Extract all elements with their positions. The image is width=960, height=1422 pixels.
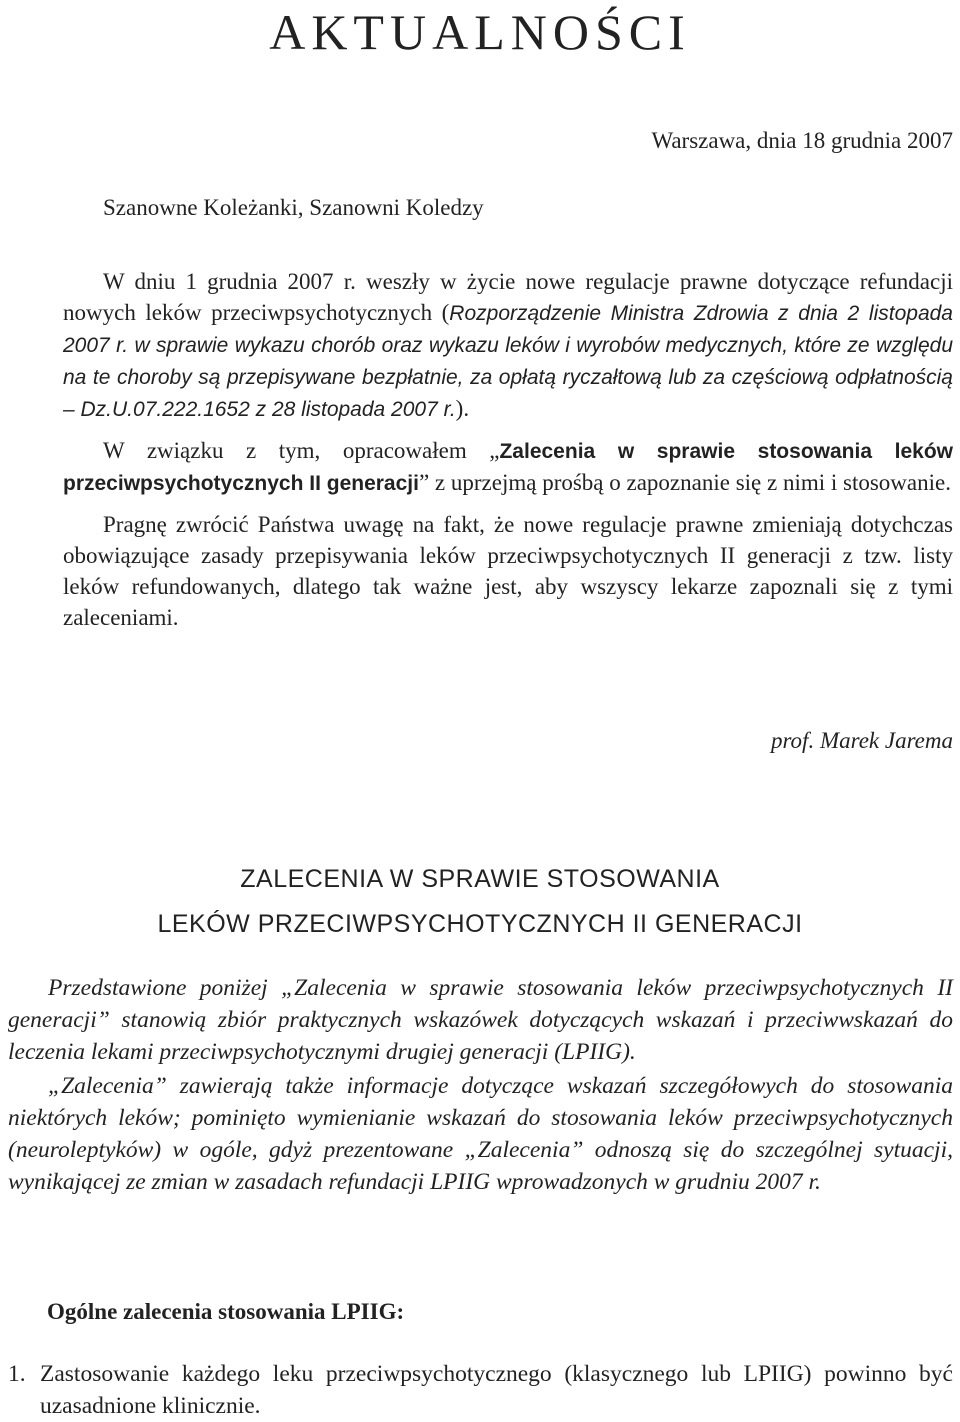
p2-start-text: W związku z tym, opracowałem „ bbox=[103, 438, 500, 463]
recommendations-list bbox=[8, 1358, 953, 1422]
letter-signature: prof. Marek Jarema bbox=[770, 728, 953, 753]
general-recommendations-heading: Ogólne zalecenia stosowania LPIIG: bbox=[47, 1299, 405, 1324]
letter-date: Warszawa, dnia 18 grudnia 2007 bbox=[651, 128, 953, 153]
letter-paragraph-2 bbox=[63, 435, 953, 499]
regulation-citation: Rozporządzenie Ministra Zdrowia z dnia 2 listopada 2007 r. w sprawie wykazu chorób oraz wykazu leków i wyrobów medycznych, które ze względu na te choroby są przepisywane bezpłatnie, za opłatą ryczałtową lub za częściową odpłatnością – Dz.U.07.222.1652 z 28 listopada 2007 r. bbox=[63, 302, 953, 421]
section-intro bbox=[8, 972, 953, 1200]
section-title-line-2: LEKÓW PRZECIWPSYCHOTYCZNYCH II GENERACJI bbox=[157, 910, 803, 938]
page-heading: AKTUALNOŚCI bbox=[269, 4, 691, 60]
letter-paragraph-3: Pragnę zwrócić Państwa uwagę na fakt, że nowe regulacje prawne zmieniają dotychczas obowiązujące zasady przepisywania leków przeciwpsychotycznych II generacji z tzw. listy leków refundowanych, dlatego tak ważne jest, aby wszyscy lekarze zapoznali się z tymi zaleceniami. bbox=[63, 512, 953, 630]
p1-regular-text: W dniu 1 grudnia 2007 r. weszły w życie nowe regulacje prawne dotyczące refundacji nowych leków przeciwpsychotycznych ( bbox=[63, 269, 953, 325]
p1-closing: ). bbox=[455, 396, 470, 421]
letter-salutation: Szanowne Koleżanki, Szanowni Koledzy bbox=[103, 195, 484, 220]
list-item-text: Zastosowanie każdego leku przeciwpsychotycznego (klasycznego lub LPIIG) powinno być uzasadnione klinicznie. bbox=[40, 1361, 953, 1419]
guidelines-title-bold: Zalecenia w sprawie stosowania leków przeciwpsychotycznych II generacji bbox=[63, 440, 953, 495]
letter-paragraph-1 bbox=[63, 266, 953, 425]
list-item bbox=[8, 1358, 953, 1422]
intro-paragraph-1: Przedstawione poniżej „Zalecenia w sprawie stosowania leków przeciwpsychotycznych II generacji” stanowią zbiór praktycznych wskazówek dotyczących wskazań i przeciwwskazań do leczenia lekami przeciwpsychotycznymi drugiej generacji (LPIIG). bbox=[8, 975, 953, 1065]
intro-paragraph-2: „Zalecenia” zawierają także informacje dotyczące wskazań szczegółowych do stosowania niektórych leków; pominięto wymienianie wskazań do stosowania leków przeciwpsychotycznych (neuroleptyków) w ogóle, gdyż prezentowane „Zalecenia” odnoszą się do szczególnej sytuacji, wynikającej ze zmian w zasadach refundacji LPIIG wprowadzonych w grudniu 2007 r. bbox=[8, 1073, 953, 1195]
p2-end-text: ” z uprzejmą prośbą o zapoznanie się z nimi i stosowanie. bbox=[418, 470, 951, 495]
section-title-line-1: ZALECENIA W SPRAWIE STOSOWANIA bbox=[240, 865, 720, 893]
list-item-number: 1. bbox=[8, 1361, 26, 1387]
letter-body bbox=[63, 266, 953, 643]
